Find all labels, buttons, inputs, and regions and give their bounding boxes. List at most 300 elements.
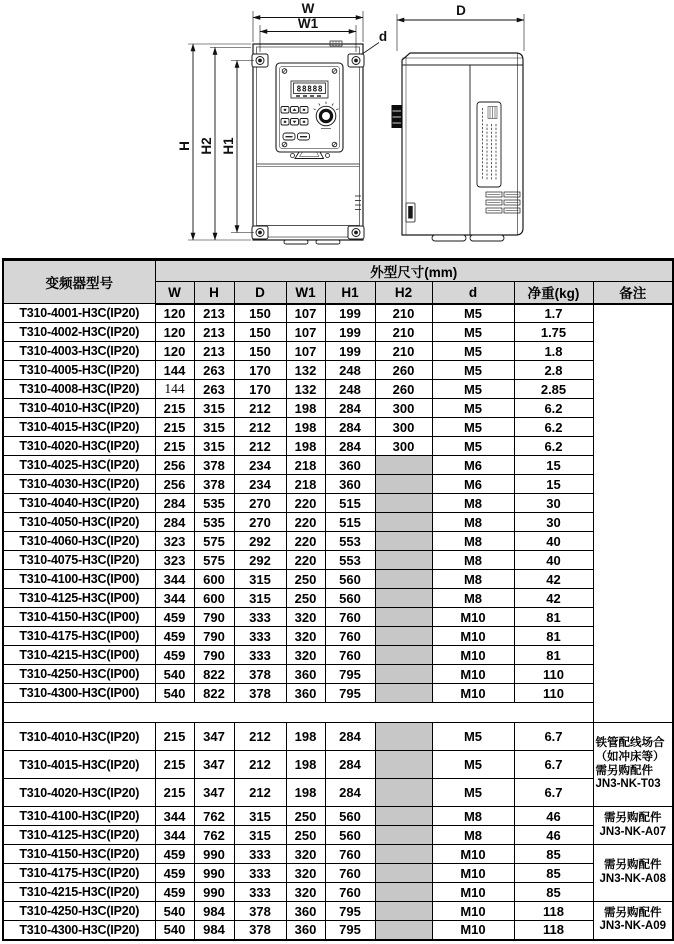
remark-cell bbox=[593, 304, 673, 723]
dim-cell: 210 bbox=[375, 342, 432, 361]
dim-cell: 553 bbox=[325, 532, 375, 551]
dim-cell: 150 bbox=[234, 323, 286, 342]
dim-cell: 250 bbox=[286, 807, 325, 826]
side-dimensions bbox=[397, 14, 524, 51]
dim-cell: 459 bbox=[155, 845, 194, 864]
dim-label-h2: H2 bbox=[199, 137, 214, 155]
front-view bbox=[252, 41, 364, 244]
dim-cell: 260 bbox=[375, 380, 432, 399]
dim-cell: M10 bbox=[432, 902, 514, 921]
dim-cell: 120 bbox=[155, 342, 194, 361]
dim-cell: 360 bbox=[286, 902, 325, 921]
dim-cell bbox=[375, 456, 432, 475]
dim-cell: 292 bbox=[234, 551, 286, 570]
dim-cell: 248 bbox=[325, 361, 375, 380]
dim-cell: 120 bbox=[155, 304, 194, 323]
dim-cell: 110 bbox=[514, 684, 593, 703]
model-cell: T310-4001-H3C(IP20) bbox=[3, 304, 155, 323]
dim-cell: 762 bbox=[194, 807, 234, 826]
dim-cell: M10 bbox=[432, 608, 514, 627]
dim-cell: 2.8 bbox=[514, 361, 593, 380]
dim-cell: 760 bbox=[325, 864, 375, 883]
dim-cell: M8 bbox=[432, 589, 514, 608]
table-row bbox=[3, 399, 673, 418]
dim-cell: 333 bbox=[234, 845, 286, 864]
remark-cell: 需另购配件 JN3-NK-A09 bbox=[593, 902, 673, 940]
dim-cell: 284 bbox=[325, 437, 375, 456]
dim-cell: 378 bbox=[234, 684, 286, 703]
model-cell: T310-4002-H3C(IP20) bbox=[3, 323, 155, 342]
dim-cell: 6.7 bbox=[514, 779, 593, 807]
dim-label-d-depth: D bbox=[456, 3, 466, 18]
dimension-drawing bbox=[0, 0, 674, 258]
table-row bbox=[3, 807, 673, 826]
dim-cell: 320 bbox=[286, 608, 325, 627]
dim-cell: 46 bbox=[514, 807, 593, 826]
model-cell: T310-4015-H3C(IP20) bbox=[3, 418, 155, 437]
dim-cell: M5 bbox=[432, 304, 514, 323]
dim-cell: 263 bbox=[194, 361, 234, 380]
dim-cell: 990 bbox=[194, 845, 234, 864]
dim-cell: 220 bbox=[286, 532, 325, 551]
dim-cell: 144 bbox=[155, 361, 194, 380]
dim-cell: 120 bbox=[155, 323, 194, 342]
dim-cell bbox=[375, 551, 432, 570]
dim-cell: 85 bbox=[514, 883, 593, 902]
dim-cell: 790 bbox=[194, 646, 234, 665]
dim-cell: 560 bbox=[325, 807, 375, 826]
dim-cell: 284 bbox=[325, 399, 375, 418]
dim-cell: 234 bbox=[234, 456, 286, 475]
dim-cell bbox=[375, 723, 432, 751]
dim-cell: 575 bbox=[194, 532, 234, 551]
model-cell: T310-4005-H3C(IP20) bbox=[3, 361, 155, 380]
dim-cell: 6.2 bbox=[514, 437, 593, 456]
dim-cell: M6 bbox=[432, 475, 514, 494]
table-row bbox=[3, 921, 673, 940]
dim-cell: 212 bbox=[234, 437, 286, 456]
table-row bbox=[3, 494, 673, 513]
column-header-w: W bbox=[155, 282, 194, 304]
dim-cell: M10 bbox=[432, 921, 514, 940]
dimensions-table bbox=[2, 258, 674, 941]
dim-cell: 795 bbox=[325, 665, 375, 684]
table-row bbox=[3, 589, 673, 608]
dim-cell bbox=[375, 646, 432, 665]
dim-cell: 248 bbox=[325, 380, 375, 399]
dim-cell: 6.2 bbox=[514, 399, 593, 418]
dim-cell bbox=[375, 627, 432, 646]
column-header-hole: d bbox=[432, 282, 514, 304]
table-row bbox=[3, 845, 673, 864]
model-cell: T310-4150-H3C(IP00) bbox=[3, 608, 155, 627]
dim-cell: 199 bbox=[325, 342, 375, 361]
dim-cell: 170 bbox=[234, 380, 286, 399]
dim-cell: 795 bbox=[325, 684, 375, 703]
model-cell: T310-4020-H3C(IP20) bbox=[3, 437, 155, 456]
dim-cell bbox=[375, 845, 432, 864]
table-row bbox=[3, 779, 673, 807]
dim-cell bbox=[375, 807, 432, 826]
dim-cell: 220 bbox=[286, 494, 325, 513]
dim-cell: 284 bbox=[155, 494, 194, 513]
dim-cell: M8 bbox=[432, 494, 514, 513]
dim-cell: 760 bbox=[325, 845, 375, 864]
dim-cell: M5 bbox=[432, 399, 514, 418]
table-head bbox=[3, 260, 673, 304]
dim-cell: 315 bbox=[234, 807, 286, 826]
table-row bbox=[3, 723, 673, 751]
dim-cell: 2.85 bbox=[514, 380, 593, 399]
model-cell: T310-4125-H3C(IP00) bbox=[3, 589, 155, 608]
dim-cell: 323 bbox=[155, 551, 194, 570]
table-row bbox=[3, 627, 673, 646]
dim-cell: 234 bbox=[234, 475, 286, 494]
dim-cell bbox=[375, 883, 432, 902]
table-row bbox=[3, 751, 673, 779]
dim-cell: 560 bbox=[325, 570, 375, 589]
dim-cell: M5 bbox=[432, 437, 514, 456]
dim-cell: 218 bbox=[286, 456, 325, 475]
dim-cell: 459 bbox=[155, 646, 194, 665]
dim-cell: 213 bbox=[194, 323, 234, 342]
dim-cell bbox=[375, 902, 432, 921]
dim-cell: 378 bbox=[234, 902, 286, 921]
dim-cell: 132 bbox=[286, 380, 325, 399]
dim-label-w: W bbox=[301, 1, 315, 16]
dim-cell: 790 bbox=[194, 608, 234, 627]
dim-cell: 198 bbox=[286, 751, 325, 779]
dim-cell: 333 bbox=[234, 646, 286, 665]
model-cell: T310-4075-H3C(IP20) bbox=[3, 551, 155, 570]
table-row bbox=[3, 532, 673, 551]
dim-cell: 540 bbox=[155, 684, 194, 703]
column-header-d: D bbox=[234, 282, 286, 304]
dim-cell: 150 bbox=[234, 342, 286, 361]
remark-cell: 需另购配件 JN3-NK-A08 bbox=[593, 845, 673, 902]
table-row bbox=[3, 646, 673, 665]
dim-cell: 984 bbox=[194, 921, 234, 940]
dim-label-h1: H1 bbox=[221, 137, 236, 155]
model-cell: T310-4015-H3C(IP20) bbox=[3, 751, 155, 779]
dim-label-d-hole: d bbox=[378, 29, 388, 44]
dim-cell: 378 bbox=[194, 456, 234, 475]
dim-cell: M10 bbox=[432, 883, 514, 902]
dim-cell: 15 bbox=[514, 475, 593, 494]
dim-cell: 459 bbox=[155, 627, 194, 646]
dim-cell: 315 bbox=[194, 399, 234, 418]
model-cell: T310-4175-H3C(IP20) bbox=[3, 864, 155, 883]
dim-cell: 300 bbox=[375, 418, 432, 437]
dim-cell: 822 bbox=[194, 665, 234, 684]
dim-cell: M5 bbox=[432, 342, 514, 361]
dim-cell: 378 bbox=[234, 921, 286, 940]
dim-cell: 144 bbox=[155, 380, 194, 399]
dim-cell bbox=[375, 921, 432, 940]
table-row bbox=[3, 323, 673, 342]
dim-cell bbox=[375, 589, 432, 608]
dim-cell: 250 bbox=[286, 570, 325, 589]
dim-cell: 198 bbox=[286, 779, 325, 807]
dim-cell: 320 bbox=[286, 646, 325, 665]
dim-cell: 42 bbox=[514, 589, 593, 608]
dim-cell: M10 bbox=[432, 864, 514, 883]
model-cell: T310-4250-H3C(IP20) bbox=[3, 902, 155, 921]
model-cell: T310-4020-H3C(IP20) bbox=[3, 779, 155, 807]
dim-cell: 760 bbox=[325, 883, 375, 902]
dim-cell: 984 bbox=[194, 902, 234, 921]
model-cell: T310-4175-H3C(IP00) bbox=[3, 627, 155, 646]
dim-cell: 215 bbox=[155, 399, 194, 418]
model-cell: T310-4300-H3C(IP00) bbox=[3, 684, 155, 703]
dim-cell: 81 bbox=[514, 608, 593, 627]
remark-cell: 铁管配线场合 （如冲床等） 需另购配件 JN3-NK-T03 bbox=[593, 723, 673, 807]
dim-cell: 760 bbox=[325, 627, 375, 646]
column-header-dims-group: 外型尺寸(mm) bbox=[155, 260, 673, 282]
dim-cell: 6.2 bbox=[514, 418, 593, 437]
table-row bbox=[3, 826, 673, 845]
dim-cell: 215 bbox=[155, 418, 194, 437]
table-row bbox=[3, 342, 673, 361]
dim-cell: 560 bbox=[325, 589, 375, 608]
dim-label-h: H bbox=[177, 141, 192, 151]
dim-cell: 1.75 bbox=[514, 323, 593, 342]
dim-cell: 540 bbox=[155, 902, 194, 921]
dim-cell: 315 bbox=[234, 826, 286, 845]
dim-cell bbox=[375, 751, 432, 779]
dim-cell: 378 bbox=[194, 475, 234, 494]
table-body bbox=[3, 304, 673, 940]
dim-cell: M8 bbox=[432, 532, 514, 551]
table-row bbox=[3, 665, 673, 684]
dim-cell: 762 bbox=[194, 826, 234, 845]
dim-cell: 81 bbox=[514, 627, 593, 646]
dim-cell: 535 bbox=[194, 513, 234, 532]
model-cell: T310-4030-H3C(IP20) bbox=[3, 475, 155, 494]
column-header-h: H bbox=[194, 282, 234, 304]
model-cell: T310-4300-H3C(IP20) bbox=[3, 921, 155, 940]
dim-cell: 795 bbox=[325, 921, 375, 940]
dim-cell: 560 bbox=[325, 826, 375, 845]
dim-cell: 535 bbox=[194, 494, 234, 513]
dim-cell: 284 bbox=[155, 513, 194, 532]
dim-cell: 270 bbox=[234, 513, 286, 532]
side-view bbox=[392, 53, 524, 241]
dim-cell: 250 bbox=[286, 589, 325, 608]
dim-cell bbox=[375, 513, 432, 532]
dim-cell: 15 bbox=[514, 456, 593, 475]
separator-cell bbox=[3, 703, 593, 723]
dim-cell: 333 bbox=[234, 883, 286, 902]
dim-cell: M5 bbox=[432, 323, 514, 342]
dim-cell: 107 bbox=[286, 304, 325, 323]
dim-cell: 215 bbox=[155, 723, 194, 751]
dim-cell: 360 bbox=[286, 921, 325, 940]
dim-cell: 347 bbox=[194, 723, 234, 751]
table-row bbox=[3, 570, 673, 589]
dim-cell: M8 bbox=[432, 570, 514, 589]
table-row bbox=[3, 513, 673, 532]
dim-cell: M10 bbox=[432, 684, 514, 703]
dim-cell: 198 bbox=[286, 437, 325, 456]
dim-cell: 360 bbox=[325, 475, 375, 494]
dim-cell: 323 bbox=[155, 532, 194, 551]
dim-cell: 215 bbox=[155, 779, 194, 807]
dim-cell: 212 bbox=[234, 751, 286, 779]
dim-cell: 315 bbox=[234, 589, 286, 608]
dim-cell: M5 bbox=[432, 779, 514, 807]
dim-cell: 320 bbox=[286, 627, 325, 646]
dim-cell: 256 bbox=[155, 475, 194, 494]
dim-cell: 347 bbox=[194, 751, 234, 779]
dim-cell: 315 bbox=[194, 418, 234, 437]
dim-cell: 110 bbox=[514, 665, 593, 684]
dim-cell: 215 bbox=[155, 751, 194, 779]
dim-cell bbox=[375, 684, 432, 703]
dim-cell: 212 bbox=[234, 779, 286, 807]
display-digits: 88888 bbox=[296, 84, 324, 94]
dim-cell: 40 bbox=[514, 532, 593, 551]
table-row bbox=[3, 883, 673, 902]
table-row bbox=[3, 475, 673, 494]
dim-cell: 212 bbox=[234, 418, 286, 437]
dim-cell: 213 bbox=[194, 342, 234, 361]
column-header-model: 变频器型号 bbox=[3, 260, 155, 304]
dim-cell bbox=[375, 864, 432, 883]
dim-cell: 132 bbox=[286, 361, 325, 380]
model-cell: T310-4003-H3C(IP20) bbox=[3, 342, 155, 361]
dim-cell: 540 bbox=[155, 665, 194, 684]
dim-cell: 46 bbox=[514, 826, 593, 845]
dim-cell: 760 bbox=[325, 646, 375, 665]
dim-cell: 990 bbox=[194, 883, 234, 902]
dim-cell: M8 bbox=[432, 826, 514, 845]
model-cell: T310-4100-H3C(IP20) bbox=[3, 807, 155, 826]
dim-cell: 760 bbox=[325, 608, 375, 627]
dim-cell: 107 bbox=[286, 323, 325, 342]
dim-cell bbox=[375, 532, 432, 551]
model-cell: T310-4010-H3C(IP20) bbox=[3, 399, 155, 418]
dim-cell: 284 bbox=[325, 751, 375, 779]
dim-cell: 198 bbox=[286, 723, 325, 751]
model-cell: T310-4010-H3C(IP20) bbox=[3, 723, 155, 751]
dim-cell: M10 bbox=[432, 646, 514, 665]
dim-cell: 198 bbox=[286, 418, 325, 437]
dim-cell: M10 bbox=[432, 845, 514, 864]
dim-cell: 822 bbox=[194, 684, 234, 703]
dim-cell: 795 bbox=[325, 902, 375, 921]
dim-cell: 333 bbox=[234, 627, 286, 646]
nameplate bbox=[477, 102, 501, 187]
dim-cell: 1.8 bbox=[514, 342, 593, 361]
dim-cell: 85 bbox=[514, 864, 593, 883]
table-row bbox=[3, 418, 673, 437]
dim-cell: 210 bbox=[375, 304, 432, 323]
dim-cell: 360 bbox=[286, 684, 325, 703]
dim-cell: 790 bbox=[194, 627, 234, 646]
separator-row bbox=[3, 703, 673, 723]
dim-cell: 210 bbox=[375, 323, 432, 342]
dim-cell: 300 bbox=[375, 399, 432, 418]
column-header-h2: H2 bbox=[375, 282, 432, 304]
dim-cell: 315 bbox=[194, 437, 234, 456]
dim-cell: M5 bbox=[432, 380, 514, 399]
dim-cell: M6 bbox=[432, 456, 514, 475]
model-cell: T310-4025-H3C(IP20) bbox=[3, 456, 155, 475]
cover-latch bbox=[406, 203, 415, 222]
dim-cell: 150 bbox=[234, 304, 286, 323]
model-cell: T310-4215-H3C(IP20) bbox=[3, 883, 155, 902]
dim-cell: 81 bbox=[514, 646, 593, 665]
dim-cell: 6.7 bbox=[514, 723, 593, 751]
dim-cell: 250 bbox=[286, 826, 325, 845]
dim-label-w1: W1 bbox=[297, 16, 319, 31]
dim-cell: 118 bbox=[514, 902, 593, 921]
table-row bbox=[3, 456, 673, 475]
dim-cell: 515 bbox=[325, 494, 375, 513]
dim-cell: 284 bbox=[325, 723, 375, 751]
dim-cell: M5 bbox=[432, 418, 514, 437]
dim-cell: 459 bbox=[155, 883, 194, 902]
dim-cell: 107 bbox=[286, 342, 325, 361]
dim-cell: 213 bbox=[194, 304, 234, 323]
dim-cell bbox=[375, 608, 432, 627]
dim-cell bbox=[375, 826, 432, 845]
dim-cell: 260 bbox=[375, 361, 432, 380]
dim-cell: 263 bbox=[194, 380, 234, 399]
table-row bbox=[3, 380, 673, 399]
dim-cell: M10 bbox=[432, 627, 514, 646]
dim-cell: 199 bbox=[325, 304, 375, 323]
dim-cell: 378 bbox=[234, 665, 286, 684]
dim-cell: 575 bbox=[194, 551, 234, 570]
table-row bbox=[3, 608, 673, 627]
keypad bbox=[276, 63, 343, 159]
dim-cell bbox=[375, 475, 432, 494]
dim-cell: 6.7 bbox=[514, 751, 593, 779]
dim-cell: 320 bbox=[286, 864, 325, 883]
dim-cell: 118 bbox=[514, 921, 593, 940]
dim-cell: 600 bbox=[194, 570, 234, 589]
model-cell: T310-4060-H3C(IP20) bbox=[3, 532, 155, 551]
dim-cell: 347 bbox=[194, 779, 234, 807]
dim-cell: 540 bbox=[155, 921, 194, 940]
dim-cell: 333 bbox=[234, 608, 286, 627]
dim-cell: 170 bbox=[234, 361, 286, 380]
dim-cell: 553 bbox=[325, 551, 375, 570]
dim-cell: 199 bbox=[325, 323, 375, 342]
dim-cell: 344 bbox=[155, 807, 194, 826]
dim-cell: 212 bbox=[234, 399, 286, 418]
column-header-remark: 备注 bbox=[593, 282, 673, 304]
model-cell: T310-4250-H3C(IP00) bbox=[3, 665, 155, 684]
dim-cell: M8 bbox=[432, 807, 514, 826]
dim-cell: 40 bbox=[514, 551, 593, 570]
dim-cell: 459 bbox=[155, 864, 194, 883]
dim-cell: 515 bbox=[325, 513, 375, 532]
model-cell: T310-4215-H3C(IP00) bbox=[3, 646, 155, 665]
dim-cell: 320 bbox=[286, 845, 325, 864]
dim-cell: 459 bbox=[155, 608, 194, 627]
dim-cell: M5 bbox=[432, 361, 514, 380]
model-cell: T310-4100-H3C(IP00) bbox=[3, 570, 155, 589]
model-cell: T310-4008-H3C(IP20) bbox=[3, 380, 155, 399]
dim-cell: 30 bbox=[514, 513, 593, 532]
dim-cell: 218 bbox=[286, 475, 325, 494]
terminal-block bbox=[392, 105, 403, 128]
dim-cell bbox=[375, 494, 432, 513]
dim-cell: 292 bbox=[234, 532, 286, 551]
